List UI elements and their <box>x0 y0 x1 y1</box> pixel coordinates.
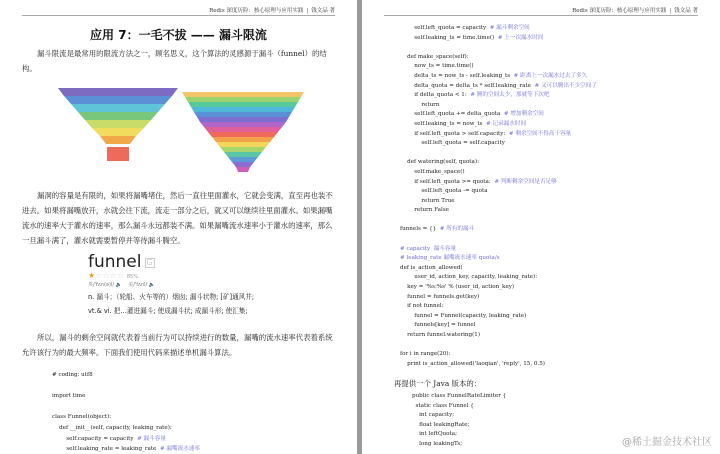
code-line <box>400 34 597 44</box>
star-rating <box>88 271 308 280</box>
code-text: return False <box>400 207 449 214</box>
code-line <box>400 130 597 140</box>
code-text: public class FunnelRateLimiter { <box>412 393 507 399</box>
phonetics <box>88 281 308 288</box>
code-text: self.leaking_ts = time.time() <box>400 34 498 41</box>
code-comment: # 上一次漏水时间 <box>497 34 544 41</box>
code-line <box>400 120 597 130</box>
code-line <box>400 235 597 245</box>
code-text: if self.left_quota > self.capacity: <box>400 130 509 137</box>
code-text: funnels[key] = funnel <box>400 322 476 329</box>
code-comment: # 漏嘴流水速率 <box>159 446 200 453</box>
header-author: 钱文品 著 <box>674 8 698 14</box>
code-text: self.left_quota = capacity <box>400 25 490 31</box>
code-line <box>400 101 597 111</box>
header-rule <box>22 15 335 16</box>
dict-word: funnel <box>88 252 142 272</box>
code-line <box>52 381 200 392</box>
code-line <box>52 391 200 402</box>
code-line <box>400 187 597 197</box>
code-text: static class Funnel { <box>412 402 474 409</box>
code-line <box>400 178 597 188</box>
code-line <box>400 62 597 72</box>
code-line <box>400 110 597 120</box>
funnel-illustration-flat <box>58 88 178 168</box>
code-comment: # 又可以腾出不少空间了 <box>534 82 597 89</box>
code-text: return <box>400 101 440 108</box>
code-line <box>400 197 597 207</box>
code-line <box>52 423 200 434</box>
code-line <box>400 216 597 226</box>
code-text: self.left_quota += delta_quota <box>400 111 504 118</box>
code-line <box>52 402 200 413</box>
phonetic-us: 美/'fʌnl/ <box>128 282 148 288</box>
java-code-block <box>412 392 506 450</box>
code-line <box>400 360 597 370</box>
code-line <box>52 370 200 381</box>
code-line <box>400 158 597 168</box>
code-text: user_id, action_key, capacity, leaking_rate): <box>400 274 538 281</box>
code-text: delta_quota = delta_ts * self.leaking_rate <box>400 82 535 89</box>
definition-noun: n. 漏斗；（轮船、火车等的）烟囱; 漏斗状物; [矿]通风井; <box>88 293 255 301</box>
code-line <box>400 168 597 178</box>
body-paragraph: 漏洞的容量是有限的，如果将漏嘴堵住，然后一直往里面灌水，它就会变满，直至再也装不进去。如果将漏嘴放开，水就会往下流，流走一部分之后，就又可以继续往里面灌水。如果漏嘴流水的速率大于灌水的速率，那么漏斗永远都装不满。如果漏嘴流水速率小于灌水的速率，那么一旦漏斗满了，灌水就需要暂停并等待漏斗腾空。 <box>22 191 333 245</box>
code-text: key = '%s:%s' % (user_id, action_key) <box>400 284 515 291</box>
code-line <box>52 434 200 445</box>
code-line <box>400 225 597 235</box>
code-text: funnel = funnels.get(key) <box>400 293 480 300</box>
code-comment: # 所有的漏斗 <box>439 226 475 233</box>
funnel-band <box>58 88 178 96</box>
code-line <box>400 82 597 92</box>
watermark: @稀土掘金技术社区 <box>622 437 712 448</box>
python-code-block <box>52 370 200 454</box>
code-comment: # 记录漏水时间 <box>486 120 527 127</box>
code-text: import time <box>52 393 86 400</box>
header-author: 钱文品 著 <box>311 8 335 14</box>
code-text: if delta_quota < 1: <box>400 92 471 99</box>
code-line <box>400 331 597 341</box>
code-text: if not funnel: <box>400 303 444 310</box>
code-text: # coding: utf8 <box>52 372 93 378</box>
code-line <box>400 24 597 34</box>
code-text: return funnel.watering(1) <box>400 332 481 338</box>
intro-paragraph: 漏斗限流是最常用的限流方法之一，顾名思义，这个算法的灵感源于漏斗（funnel）的结构。 <box>22 49 327 73</box>
code-comment: # capacity 漏斗容量 <box>400 245 457 252</box>
code-line <box>400 312 597 322</box>
code-text: self.left_quota = self.capacity <box>400 140 505 147</box>
speaker-icon[interactable]: 🔈 <box>148 282 156 288</box>
code-comment: # 剩余空间不得高于容量 <box>508 130 572 137</box>
header-rule <box>384 15 698 16</box>
code-text: def __init__(self, capacity, leaking_rate): <box>52 424 172 431</box>
right-page <box>362 0 720 454</box>
code-line <box>400 350 597 360</box>
code-text: print is_action_allowed('laoqian', 'reply', 15, 0.5) <box>400 360 545 367</box>
code-text: self.make_space() <box>400 168 465 175</box>
code-line <box>400 283 597 293</box>
page-header: Redis 深度历险：核心原理与应用实践 | 钱文品 著 <box>209 8 335 14</box>
code-line <box>400 53 597 63</box>
code-line <box>400 139 597 149</box>
code-comment: # 距离上一次漏水过去了多久 <box>513 72 588 79</box>
code-text: self.leaking_rate = leaking_rate <box>52 446 160 453</box>
code-comment: # 漏斗容量 <box>137 435 166 442</box>
dictionary-card <box>88 252 308 318</box>
body-paragraph: 所以，漏斗的剩余空间就代表着当前行为可以持续进行的数量，漏嘴的流水速率代表着系统允许该行为的最大频率。下面我们使用代码来描述单机漏斗算法。 <box>22 333 333 357</box>
code-line <box>400 245 597 255</box>
definition-verb: vt.& vi. 把…灌进漏斗; 使成漏斗状; 成漏斗形; 使汇集; <box>88 307 248 315</box>
header-book-title: Redis 深度历险：核心原理与应用实践 <box>209 8 304 14</box>
star-off: ☆☆☆☆ <box>95 271 124 280</box>
funnel-band <box>78 112 158 120</box>
phonetic-uk: 英/'fʌn(ə)l/ <box>88 282 114 288</box>
code-comment: # 增加剩余空间 <box>503 111 544 118</box>
code-text: class Funnel(object): <box>52 414 112 421</box>
code-text: self.capacity = capacity <box>52 435 138 442</box>
funnel-band <box>92 128 144 136</box>
code-line <box>400 273 597 283</box>
code-text: long leakingTs; <box>412 440 463 447</box>
code-text: def make_space(self): <box>400 53 469 60</box>
code-text: funnels = {} <box>400 226 440 233</box>
funnel-band <box>71 104 165 112</box>
code-line <box>400 72 597 82</box>
code-line <box>412 430 506 440</box>
code-line <box>400 321 597 331</box>
code-comment: # leaking_rate 漏嘴流水速率 quota/s <box>400 255 500 262</box>
star-on: ★ <box>88 271 96 280</box>
code-text: float leakingRate; <box>412 421 470 428</box>
speaker-icon[interactable]: 🔈 <box>115 282 122 288</box>
code-text: for i in range(20): <box>400 351 451 358</box>
code-line <box>400 302 597 312</box>
code-comment: # 判断剩余空间是否足够 <box>494 178 557 185</box>
code-text: int leftQuota; <box>412 431 457 438</box>
code-text: if self.left_quota >= quota: <box>400 178 495 185</box>
header-book-title: Redis 深度历险：核心原理与应用实践 <box>572 8 667 14</box>
code-line <box>400 293 597 303</box>
code-line <box>412 411 506 421</box>
frequency-percent: 85% <box>126 274 138 280</box>
page-header: Redis 深度历险：核心原理与应用实践 | 钱文品 著 <box>572 8 698 14</box>
code-text: now_ts = time.time() <box>400 63 474 70</box>
code-line <box>400 264 597 274</box>
code-line <box>52 444 200 454</box>
code-text: def is_action_allowed( <box>400 264 463 271</box>
java-intro: 再提供一个 Java 版本的： <box>394 379 482 388</box>
code-text: self.left_quota -= quota <box>400 188 488 195</box>
code-comment: # 腾的空间太少，那就等下次吧 <box>470 92 550 99</box>
code-line <box>400 206 597 216</box>
funnel-band <box>100 136 136 144</box>
code-text: funnel = Funnel(capacity, leaking_rate) <box>400 312 527 319</box>
code-line <box>400 91 597 101</box>
code-text: int capacity; <box>412 412 455 419</box>
code-line <box>412 421 506 431</box>
code-line <box>52 412 200 423</box>
funnel-spout <box>107 147 129 161</box>
code-line <box>400 149 597 159</box>
code-line <box>400 43 597 53</box>
funnel-band <box>85 120 151 128</box>
code-line <box>412 440 506 450</box>
code-line <box>400 254 597 264</box>
chapter-title: 应用 7：一毛不拔 —— 漏斗限流 <box>90 28 267 42</box>
code-text: self.leaking_ts = now_ts <box>400 120 487 127</box>
funnel-band <box>64 96 172 104</box>
code-line <box>400 341 597 351</box>
code-text: delta_ts = now_ts - self.leaking_ts <box>400 72 514 79</box>
funnel-illustration-striped <box>182 92 304 174</box>
code-text: return True <box>400 197 455 204</box>
python-code-block <box>400 24 597 369</box>
code-comment: # 漏斗剩余空间 <box>489 25 530 31</box>
code-line <box>412 392 506 402</box>
code-line <box>412 402 506 412</box>
code-text: def watering(self, quota): <box>400 159 479 166</box>
left-page <box>0 0 357 454</box>
google-icon: G <box>146 258 153 267</box>
